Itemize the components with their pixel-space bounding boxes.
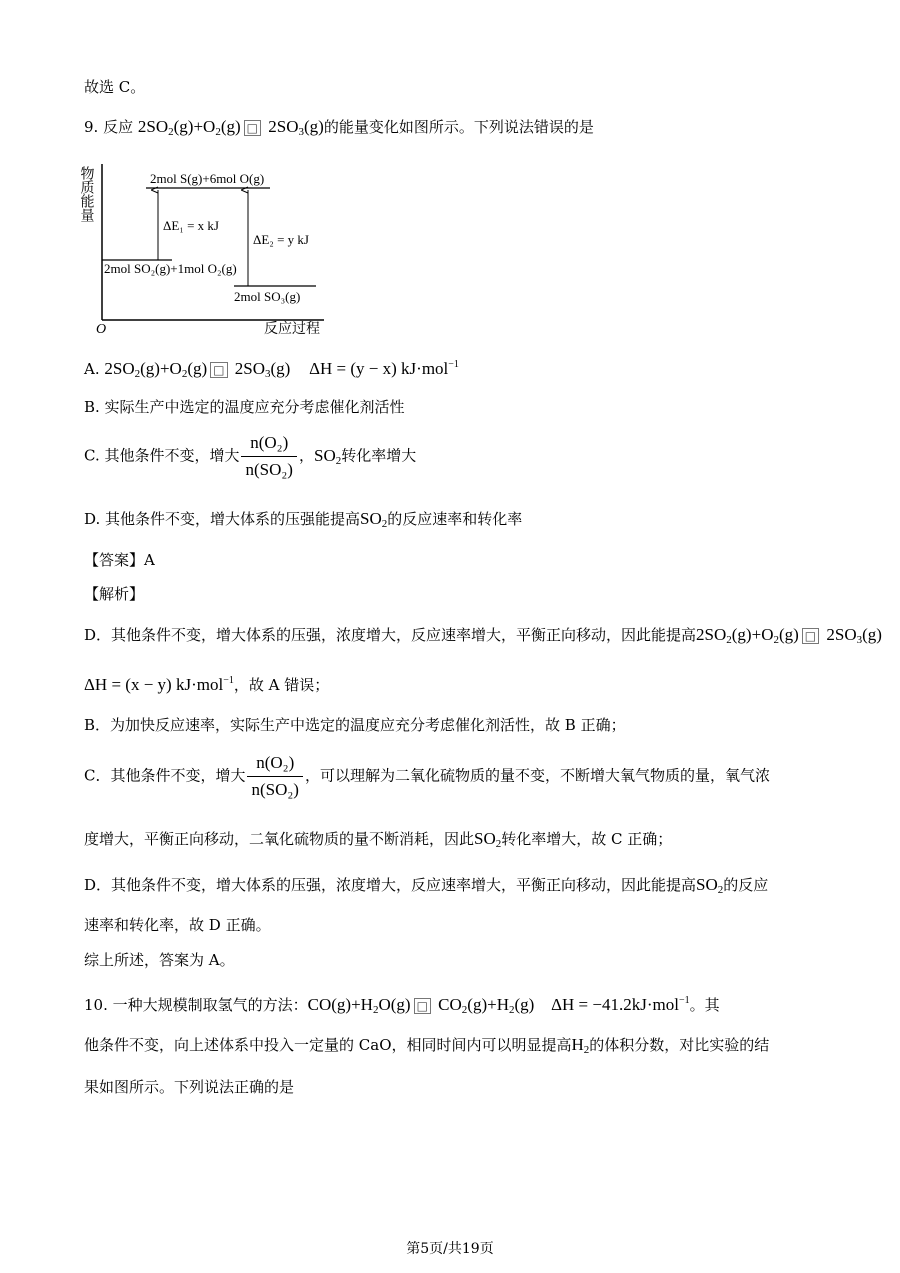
equilibrium-arrow-placeholder: □ (244, 120, 261, 136)
page-footer: 第5页/共19页 (406, 1241, 494, 1257)
level-reactants-label: 2mol SO₂(g)+1mol O₂(g) (104, 261, 237, 276)
answer: 【答案】A (84, 551, 155, 569)
detail-a-line1: D．其他条件不变，增大体系的压强，浓度增大，反应速率增大，平衡正向移动，因此能提高$2SO_2(g)+O_2(g)$ □ $2SO_3(g)$ (84, 625, 882, 646)
q9-stem: 9. 反应 $2SO_2(g)+O_2(g)$ □ $2SO_3(g)$的能量变化如图所示。下列说法错误的是 (84, 117, 594, 138)
option-a-dh: ΔH = (y − x) kJ·mol$^{-1}$ (309, 359, 459, 378)
previous-answer-line: 故选 C。 (84, 78, 146, 96)
detail-c-line2: 度增大，平衡正向移动，二氧化硫物质的量不断消耗，因此$SO_2$转化率增大，故 C 正确； (84, 829, 673, 850)
detail-b: B．为加快反应速率，实际生产中选定的温度应充分考虑催化剂活性，故 B 正确； (84, 716, 626, 734)
detail-d-line1: D．其他条件不变，增大体系的压强，浓度增大，反应速率增大，平衡正向移动，因此能提高$SO_2$的反应 (84, 875, 769, 896)
option-c: C. 其他条件不变，增大 $\frac{\text{n(O₂)}}{\text{n(SO₂)}}$ ，$SO_2$转化率增大 (84, 433, 417, 479)
level-products-label: 2mol SO₃(g) (234, 289, 301, 304)
q9-reaction: $2SO_2(g)+O_2(g)$ (137, 117, 241, 138)
q9-number: 9. (84, 118, 99, 136)
q9-stem-prefix: 反应 (103, 118, 134, 136)
option-d: D. 其他条件不变，增大体系的压强能提高$SO_2$的反应速率和转化率 (84, 509, 523, 530)
summary: 综上所述，答案为 A。 (84, 951, 235, 969)
option-a: A. $2SO_2(g)+O_2(g)$ □ $2SO_3(g) \Delta H = (y - x)$ kJ·mol$^{-1}$ (84, 359, 459, 380)
q10-line1: 10. 一种大规模制取氢气的方法：$CO(g)+H_2O(g)$ □ $CO_2(g)+H_2(g) \Delta H = -41.2kJ\cdot mol^{-1}$。其 (84, 995, 720, 1016)
q10-line3: 果如图所示。下列说法正确的是 (84, 1078, 295, 1096)
level-top-label: 2mol S(g)+6mol O(g) (150, 171, 265, 186)
energy-diagram (78, 156, 344, 338)
q10-line2: 他条件不变，向上述体系中投入一定量的 CaO，相同时间内可以明显提高$H_2$的体积分数，对比实验的结 (84, 1035, 770, 1056)
detail-a-line2: ΔH = (x − y) kJ·mol$^{-1}$，故 A 错误； (84, 675, 330, 694)
origin-label: O (96, 322, 107, 337)
analysis-heading: 【解析】 (84, 585, 145, 603)
option-c-fraction: $\frac{\text{n(O₂)}}{\text{n(SO₂)}}$ (241, 432, 296, 481)
x-axis-label: 反应过程 (264, 322, 320, 337)
detail-c-fraction: $\frac{\text{n(O₂)}}{\text{n(SO₂)}}$ (247, 752, 302, 801)
e2-label: ΔE₂ = y kJ (253, 232, 309, 247)
detail-c-line1: C．其他条件不变，增大 $\frac{\text{n(O₂)}}{\text{n(SO₂)}}$ ，可以理解为二氧化硫物质的量不变，不断增大氧气物质的量，氧气浓 (84, 753, 770, 799)
e1-label: ΔE₁ = x kJ (163, 218, 219, 233)
y-axis-label: 物质能量 (78, 166, 94, 222)
detail-d-line2: 速率和转化率，故 D 正确。 (84, 916, 271, 934)
option-b: B. 实际生产中选定的温度应充分考虑催化剂活性 (84, 398, 405, 416)
q9-stem-suffix: 的能量变化如图所示。下列说法错误的是 (323, 118, 594, 136)
